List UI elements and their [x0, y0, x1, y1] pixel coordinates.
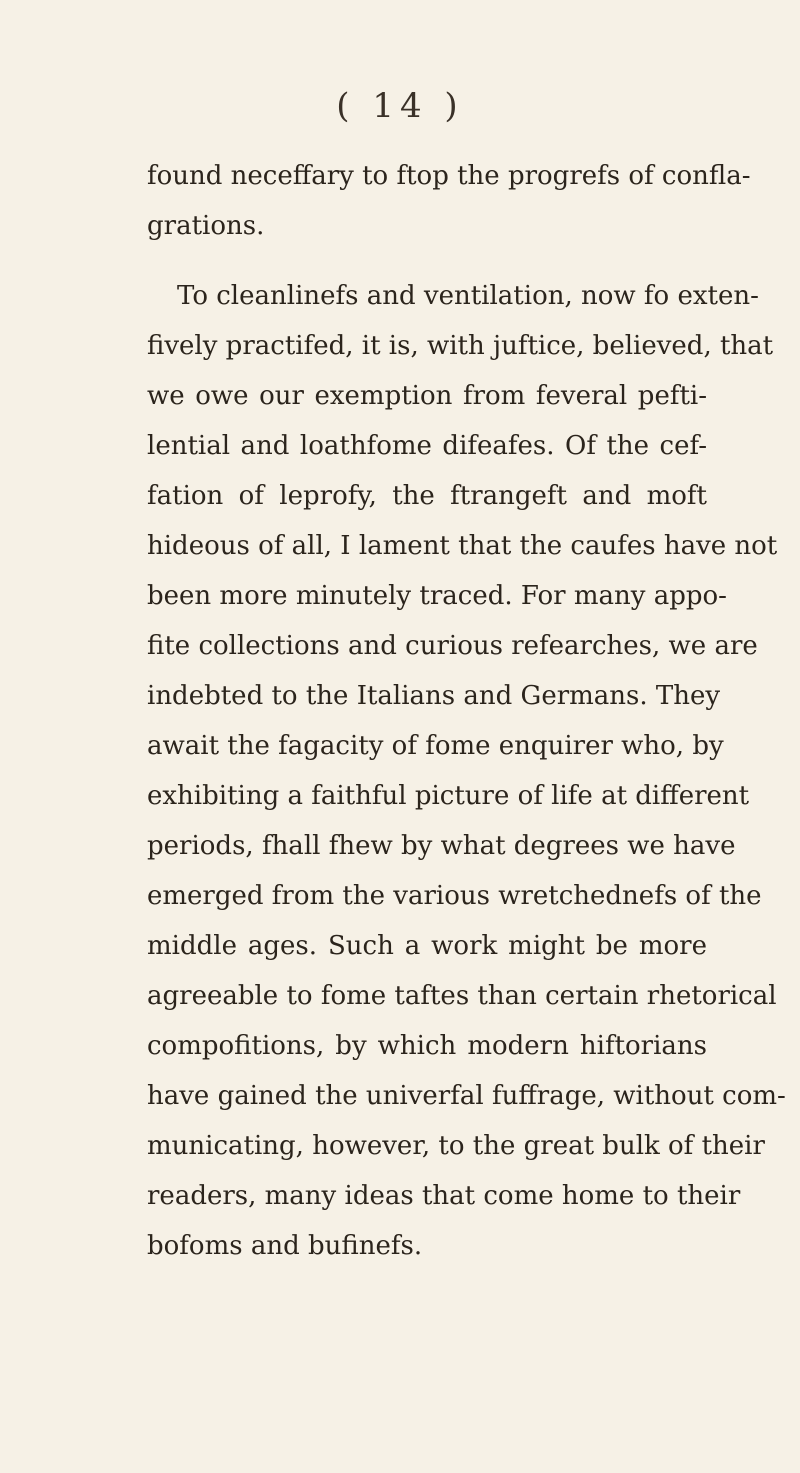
text-line: await the fagacity of fome enquirer who, by: [147, 731, 724, 761]
text-line: grations.: [147, 211, 265, 241]
text-line: emerged from the various wretchednefs of the: [147, 881, 762, 911]
text-line: indebted to the Italians and Germans. They: [147, 681, 721, 711]
page-number: ( 14 ): [336, 86, 464, 126]
text-line: readers, many ideas that come home to their: [147, 1181, 741, 1211]
text-line: been more minutely traced. For many appo-: [147, 581, 727, 611]
text-line: we owe our exemption from feveral pefti-: [147, 381, 707, 411]
text-line: fite collections and curious refearches, we are: [147, 631, 758, 661]
text-line: agreeable to fome taftes than certain rhetorical: [147, 981, 777, 1011]
text-line: bofoms and bufinefs.: [147, 1231, 423, 1261]
text-line: periods, fhall fhew by what degrees we have: [147, 831, 736, 861]
paragraph-2: [147, 271, 786, 1271]
text-line: middle ages. Such a work might be more: [147, 931, 707, 961]
text-line: compofitions, by which modern hiftorians: [147, 1031, 707, 1061]
text-line: hideous of all, I lament that the caufes have not: [147, 531, 778, 561]
text-line: municating, however, to the great bulk of their: [147, 1131, 765, 1161]
text-line: exhibiting a faithful picture of life at different: [147, 781, 750, 811]
text-line: To cleanlinefs and ventilation, now fo exten-: [177, 281, 759, 311]
text-line: found neceffary to ftop the progrefs of confla-: [147, 161, 751, 191]
text-line: fively practifed, it is, with juftice, believed, that: [147, 331, 774, 361]
text-line: have gained the univerfal fuffrage, without com-: [147, 1081, 786, 1111]
text-line: fation of leprofy, the ftrangeft and moft: [147, 481, 707, 511]
text-line: lential and loathfome difeafes. Of the cef-: [147, 431, 707, 461]
paragraph-1: [147, 151, 751, 251]
